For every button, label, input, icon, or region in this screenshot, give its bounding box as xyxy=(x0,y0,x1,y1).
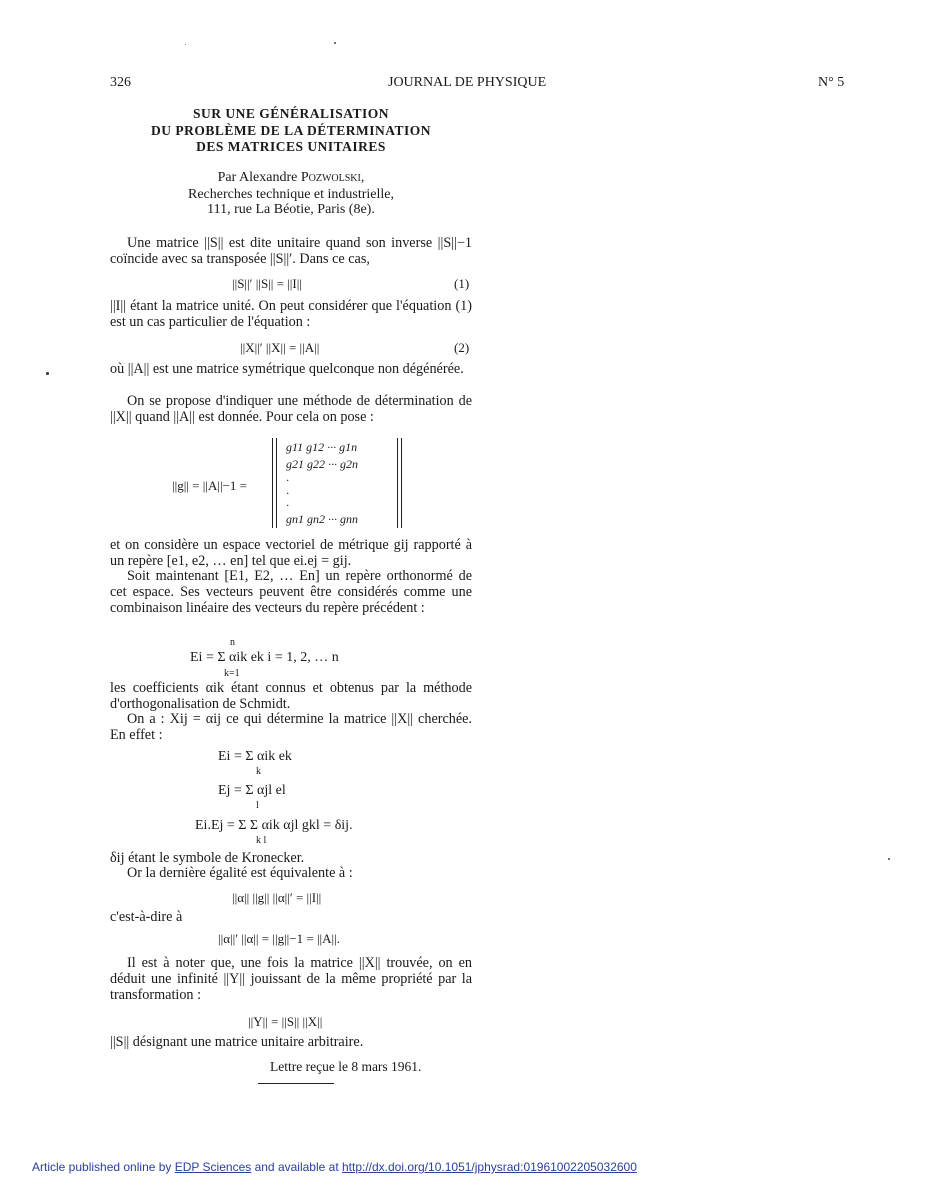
scan-speck xyxy=(334,42,336,44)
equation-8: ||α|| ||g|| ||α||′ = ||I|| xyxy=(232,890,322,905)
doi-link[interactable]: http://dx.doi.org/10.1051/jphysrad:01961002205032600 xyxy=(341,1160,637,1174)
paragraph-13: ||S|| désignant une matrice unitaire arbitraire. xyxy=(110,1034,364,1050)
paragraph-10: Or la dernière égalité est équivalente à : xyxy=(127,865,353,881)
sum-upper-limit: n xyxy=(230,637,235,648)
journal-name: JOURNAL DE PHYSIQUE xyxy=(388,75,547,90)
page-number: 326 xyxy=(110,75,131,90)
equation-7: Ei.Ej = Σ Σ αik αjl gkl = δij. xyxy=(195,818,353,833)
equation-2: ||X||′ ||X|| = ||A|| xyxy=(240,340,320,355)
matrix-dot-2: · xyxy=(286,486,289,500)
equation-4: Ei = Σ αik ek i = 1, 2, … n xyxy=(190,650,339,665)
paragraph-12: Il est à noter que, une fois la matrice ||X|| trouvée, on en déduit une infinité ||Y|| jouissant de la même propriété par la transformation : xyxy=(110,955,472,1003)
paragraph-2: ||I|| étant la matrice unité. On peut considérer que l'équation (1) est un cas particulier de l'équation : xyxy=(110,298,472,330)
scan-speck xyxy=(46,372,49,375)
equation-10: ||Y|| = ||S|| ||X|| xyxy=(248,1014,323,1029)
byline-prefix: Par Alexandre xyxy=(217,170,301,185)
paragraph-11: c'est-à-dire à xyxy=(110,909,183,925)
matrix-left-bar xyxy=(272,438,277,528)
scan-speck xyxy=(888,858,890,860)
author-address: 111, rue La Béotie, Paris (8e). xyxy=(207,202,375,217)
paragraph-4: On se propose d'indiquer une méthode de détermination de ||X|| quand ||A|| est donnée. Pour cela on pose : xyxy=(110,393,472,425)
paragraph-7: les coefficients αik étant connus et obtenus par la méthode d'orthogonalisation de Schmidt. xyxy=(110,680,472,712)
paragraph-9: δij étant le symbole de Kronecker. xyxy=(110,850,305,866)
equation-6-sum-index: l xyxy=(256,800,259,811)
matrix-right-bar xyxy=(397,438,402,528)
paragraph-3: où ||A|| est une matrice symétrique quelconque non dégénérée. xyxy=(110,361,464,377)
equation-5: Ei = Σ αik ek xyxy=(218,749,292,764)
matrix-dot-1: · xyxy=(286,473,289,487)
matrix-row-1: g11 g12 ··· g1n xyxy=(286,440,358,454)
title-line-2: DU PROBLÈME DE LA DÉTERMINATION xyxy=(150,123,432,138)
sum-lower-limit: k=1 xyxy=(224,668,240,679)
equation-7-sum-indices: k l xyxy=(256,835,267,846)
paragraph-1: Une matrice ||S|| est dite unitaire quand son inverse ||S||−1 coïncide avec sa transposée ||S||′. Dans ce cas, xyxy=(110,235,472,267)
matrix-row-n: gn1 gn2 ··· gnn xyxy=(286,512,358,526)
equation-1: ||S||′ ||S|| = ||I|| xyxy=(232,276,302,291)
paragraph-8: On a : Xij = αij ce qui détermine la matrice ||X|| cherchée. En effet : xyxy=(110,711,472,743)
matrix-dot-3: · xyxy=(286,498,289,512)
equation-6: Ej = Σ αjl el xyxy=(218,783,286,798)
equation-2-number: (2) xyxy=(454,340,470,355)
equation-9: ||α||′ ||α|| = ||g||−1 = ||A||. xyxy=(218,931,340,946)
paragraph-5: et on considère un espace vectoriel de métrique gij rapporté à un repère [e1, e2, … en] tel que ei.ej = gij. xyxy=(110,537,472,569)
equation-5-sum-index: k xyxy=(256,766,261,777)
scan-speck xyxy=(185,44,186,45)
end-rule xyxy=(258,1083,334,1084)
matrix-row-2: g21 g22 ··· g2n xyxy=(286,457,358,471)
author-affiliation: Recherches technique et industrielle, xyxy=(187,187,395,202)
author-name: Pozwolski, xyxy=(300,170,365,185)
publisher-link[interactable]: EDP Sciences xyxy=(174,1160,252,1174)
equation-3-lhs: ||g|| = ||A||−1 = xyxy=(172,478,247,493)
metric-matrix xyxy=(272,438,402,528)
footer-prefix: Article published online by xyxy=(32,1160,175,1174)
footer xyxy=(32,1160,912,1174)
title-line-1: SUR UNE GÉNÉRALISATION xyxy=(192,106,390,121)
title-line-3: DES MATRICES UNITAIRES xyxy=(196,139,386,154)
issue-number: N° 5 xyxy=(818,75,845,90)
paragraph-6: Soit maintenant [E1, E2, … En] un repère orthonormé de cet espace. Ses vecteurs peuvent être considérés comme une combinaison linéaire des vecteurs du repère précédent : xyxy=(110,568,472,616)
author-byline xyxy=(110,170,472,186)
received-date: Lettre reçue le 8 mars 1961. xyxy=(270,1059,422,1074)
equation-1-number: (1) xyxy=(454,276,470,291)
footer-middle: and available at xyxy=(251,1160,342,1174)
